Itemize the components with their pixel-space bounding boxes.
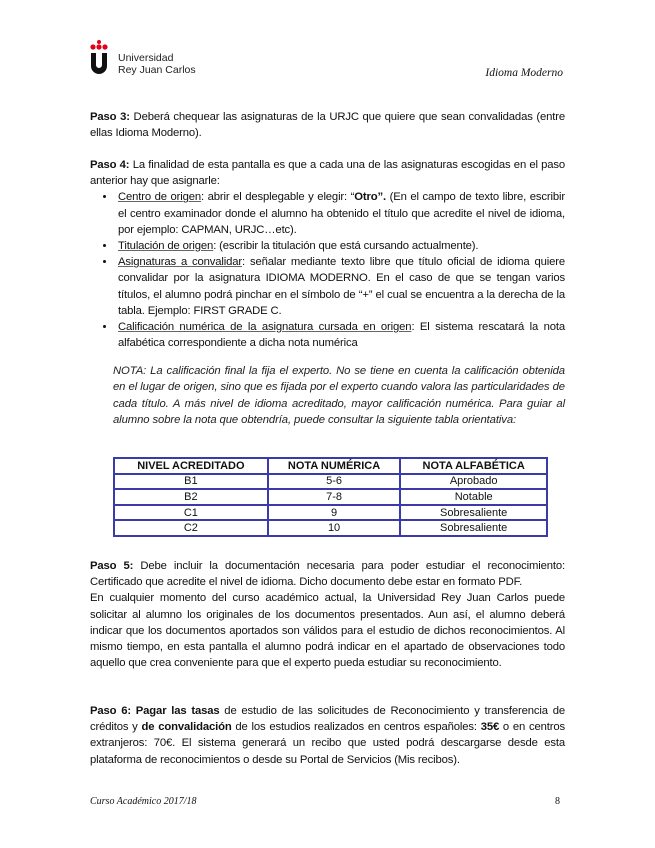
paso-5	[90, 558, 565, 671]
nota-paragraph: NOTA: La calificación final la fija el experto. No se tiene en cuenta la calificación obtenida en el lugar de origen, sino que es fijada por el experto cuando valora las particularidades de cada título. A más nivel de idioma acreditado, mayor calificación numérica. Para guiar al alumno sobre la nota que obtendría, puede consultar la siguiente tabla orientativa:	[113, 365, 565, 426]
table-cell: 7-8	[268, 489, 401, 505]
paso-6-bold: 35€	[480, 721, 500, 734]
paso-6-text: o en centros extranjeros: 70€. El sistema generará un recibo que usted podrá descargarse desde esta plataforma de reconocimientos o desde su Portal de Servicios (Mis recibos).	[90, 721, 565, 766]
document-title: Idioma Moderno	[485, 67, 563, 79]
university-name-line1: Universidad	[118, 52, 174, 64]
grade-table	[113, 457, 548, 537]
table-cell: B2	[114, 489, 268, 505]
paso-3	[90, 109, 565, 141]
paso-6-bold: Pagar las tasas	[130, 705, 220, 717]
urjc-logo	[88, 40, 198, 81]
paso-6	[90, 703, 565, 768]
paso-3-label: Paso 3:	[90, 111, 130, 123]
table-cell: C2	[114, 520, 268, 536]
paso-6-bold: de convalidación	[141, 721, 232, 734]
paso-4	[90, 157, 565, 351]
bullet-text: : (escribir la titulación que está cursando actualmente).	[213, 240, 479, 253]
table-cell: Sobresaliente	[400, 505, 547, 521]
paso-3-text: Deberá chequear las asignaturas de la URJC que quiere que sean convalidadas (entre ellas Idioma Moderno).	[90, 111, 566, 140]
paso-6-label: Paso 6:	[90, 705, 131, 717]
table-header-row	[114, 458, 547, 474]
list-item	[116, 189, 565, 238]
bullet-term: Centro de origen	[118, 191, 202, 204]
table-row	[114, 474, 547, 490]
list-item	[116, 238, 565, 254]
table-cell: 9	[268, 505, 401, 521]
table-cell: B1	[114, 474, 268, 490]
table-row	[114, 489, 547, 505]
page-number: 8	[555, 796, 560, 807]
paso-6-text: de estudio de las solicitudes de Reconocimiento y transferencia de créditos y	[90, 705, 565, 734]
table-row	[114, 505, 547, 521]
table-row	[114, 520, 547, 536]
list-item	[116, 254, 565, 319]
list-item	[116, 319, 565, 351]
table-cell: Sobresaliente	[400, 520, 547, 536]
paso-5-label: Paso 5:	[90, 560, 134, 572]
paso-5-text-2: En cualquier momento del curso académico actual, la Universidad Rey Juan Carlos puede solicitar al alumno los originales de los documentos presentados. Aun así, el alumno deberá indicar que los documentos aportados son válidos para el estudio de dichos reconocimientos. Al mismo tiempo, en esta pantalla el alumno podrá indicar en el apartado de observaciones todo aquello que crea conveniente para que el experto pueda estudiar su reconocimiento.	[90, 592, 565, 670]
table-cell: Notable	[400, 489, 547, 505]
table-header: NOTA ALFABÉTICA	[400, 458, 547, 474]
footer-course: Curso Académico 2017/18	[90, 796, 197, 807]
paso-4-label: Paso 4:	[90, 159, 130, 171]
bullet-text: : abrir el desplegable y elegir: “	[201, 191, 355, 204]
bullet-term: Asignaturas a convalidar	[118, 256, 243, 269]
paso-4-text: La finalidad de esta pantalla es que a cada una de las asignaturas escogidas en el paso anterior hay que asignarle:	[90, 159, 565, 188]
bullet-term: Titulación de origen	[118, 240, 214, 253]
table-cell: 10	[268, 520, 401, 536]
bullet-bold: Otro”.	[354, 191, 387, 204]
table-header: NIVEL ACREDITADO	[114, 458, 268, 474]
bullet-text: : El sistema rescatará la nota alfabética correspondiente a dicha nota numérica	[118, 321, 566, 350]
bullet-term: Calificación numérica de la asignatura cursada en origen	[118, 321, 412, 334]
paso-5-text: Debe incluir la documentación necesaria para poder estudiar el reconocimiento: Certificado que acredite el nivel de idioma. Dicho documento debe estar en formato PDF.	[90, 560, 565, 589]
table-cell: Aprobado	[400, 474, 547, 490]
bullet-text: (En el campo de texto libre, escribir el centro examinador donde el alumno ha obtenido el título que acredite el nivel de idioma, por ejemplo: CAPMAN, URJC…etc).	[118, 191, 566, 236]
university-name-line2: Rey Juan Carlos	[118, 64, 196, 76]
paso-6-text: de los estudios realizados en centros españoles:	[231, 721, 481, 734]
table-cell: 5-6	[268, 474, 401, 490]
table-header: NOTA NUMÉRICA	[268, 458, 401, 474]
table-cell: C1	[114, 505, 268, 521]
bullet-text: : señalar mediante texto libre que título oficial de idioma quiere convalidar por la asignatura IDIOMA MODERNO. En el caso de que se tengan varios títulos, el alumno podrá pinchar en el símbolo de “+” el cual se encuentra a la derecha de la tabla. Ejemplo: FIRST GRADE C.	[118, 256, 565, 317]
